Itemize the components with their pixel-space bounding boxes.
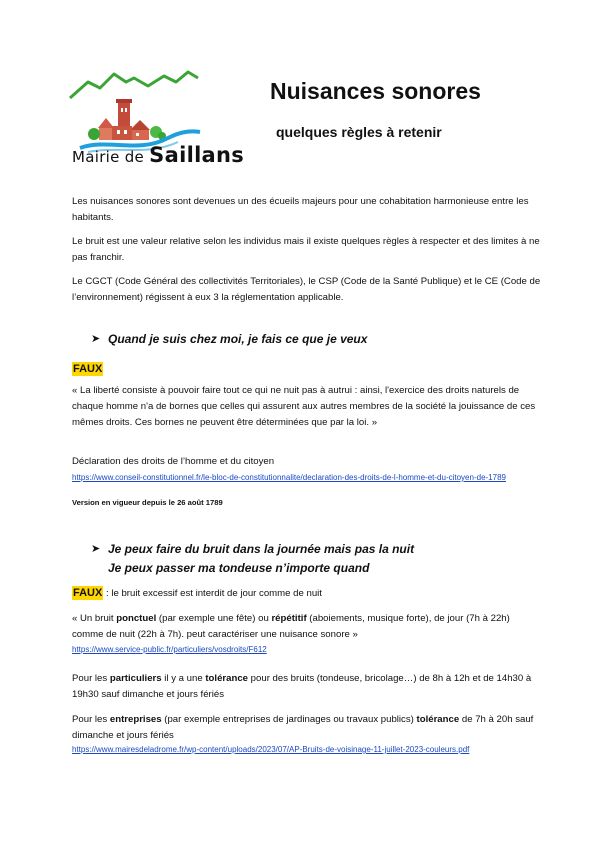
section1-source: Déclaration des droits de l’homme et du citoyen bbox=[72, 456, 275, 467]
quote-repetitif: répétitif bbox=[271, 613, 307, 624]
tolerance-bold: tolérance bbox=[205, 673, 249, 684]
intro-paragraph-3: Le CGCT (Code Général des collectivités Territoriales), le CSP (Code de la Santé Publique) et le CE (Code de l’environnement) régissent à eux 3 la réglementation applicable. bbox=[72, 276, 541, 303]
text: Pour les bbox=[72, 673, 110, 684]
quote-text: (par exemple une fête) ou bbox=[156, 613, 272, 624]
quote-ponctuel: ponctuel bbox=[116, 613, 157, 624]
section2-verdict-line bbox=[72, 586, 542, 602]
logo-wordmark bbox=[72, 143, 244, 167]
section1-heading-text: Quand je suis chez moi, je fais ce que je veux bbox=[108, 332, 368, 346]
intro-paragraph-2: Le bruit est une valeur relative selon les individus mais il existe quelques règles à respecter et des limites à ne pas franchir. bbox=[72, 236, 540, 263]
section1-quote: « La liberté consiste à pouvoir faire tout ce qui ne nuit pas à autrui : ainsi, l'exercice des droits naturels de chaque homme n'a de bornes que celles qui assurent aux autres membres de la société la jouissance de ces mêmes droits. Ces bornes ne peuvent être déterminées que par la loi. » bbox=[72, 385, 536, 428]
section1-verdict bbox=[72, 359, 103, 377]
text: pour des bruits (tondeuse, bricolage…) de 8h à 12h et de 14h30 à 19h30 sauf dimanche et jours fériés bbox=[72, 673, 532, 700]
text: il y a une bbox=[161, 673, 206, 684]
section1-link[interactable]: https://www.conseil-constitutionnel.fr/le-bloc-de-constitutionnalite/declaration-des-droits-de-l-homme-et-du-citoyen-de-1789 bbox=[72, 473, 506, 482]
faux-badge: FAUX bbox=[73, 363, 103, 375]
logo-small-text: Mairie de bbox=[72, 148, 145, 166]
section2-verdict-text: : le bruit excessif est interdit de jour comme de nuit bbox=[103, 588, 322, 599]
quote-text: (aboiements, musique forte), de jour (7h à 22h) comme de nuit (22h à 7h). peut caractériser une nuisance sonore » bbox=[72, 613, 510, 640]
section1-heading bbox=[91, 330, 368, 349]
particuliers-bold: particuliers bbox=[109, 673, 162, 684]
particuliers-paragraph bbox=[72, 671, 542, 703]
section2-quote bbox=[72, 611, 542, 643]
entreprises-paragraph bbox=[72, 712, 542, 744]
quote-text: « Un bruit bbox=[72, 613, 117, 624]
mairesdeladrome-link[interactable]: https://www.mairesdeladrome.fr/wp-content/uploads/2023/07/AP-Bruits-de-voisinage-11-juillet-2023-couleurs.pdf bbox=[72, 745, 470, 754]
section2-heading bbox=[91, 540, 415, 578]
entreprises-bold: entreprises bbox=[109, 714, 162, 725]
section2-heading-line1: Je peux faire du bruit dans la journée mais pas la nuit bbox=[108, 542, 415, 556]
service-public-link[interactable]: https://www.service-public.fr/particuliers/vosdroits/F612 bbox=[72, 645, 267, 654]
page-title: Nuisances sonores bbox=[270, 78, 481, 104]
page-subtitle: quelques règles à retenir bbox=[276, 124, 442, 140]
arrow-bullet-icon: ➤ bbox=[91, 543, 101, 555]
section1-version: Version en vigueur depuis le 26 août 1789 bbox=[72, 498, 223, 507]
tolerance-bold: tolérance bbox=[416, 714, 460, 725]
text: Pour les bbox=[72, 714, 110, 725]
text: (par exemple entreprises de jardinages ou travaux publics) bbox=[161, 714, 417, 725]
section2-heading-line2: Je peux passer ma tondeuse n’importe quand bbox=[108, 561, 370, 575]
arrow-bullet-icon: ➤ bbox=[91, 333, 101, 345]
faux-badge: FAUX bbox=[73, 587, 103, 599]
text: de 7h à 20h sauf dimanche et jours fériés bbox=[72, 714, 534, 741]
logo-big-text: Saillans bbox=[149, 143, 245, 167]
intro-paragraph-1: Les nuisances sonores sont devenues un des écueils majeurs pour une cohabitation harmonieuse entre les habitants. bbox=[72, 196, 529, 223]
